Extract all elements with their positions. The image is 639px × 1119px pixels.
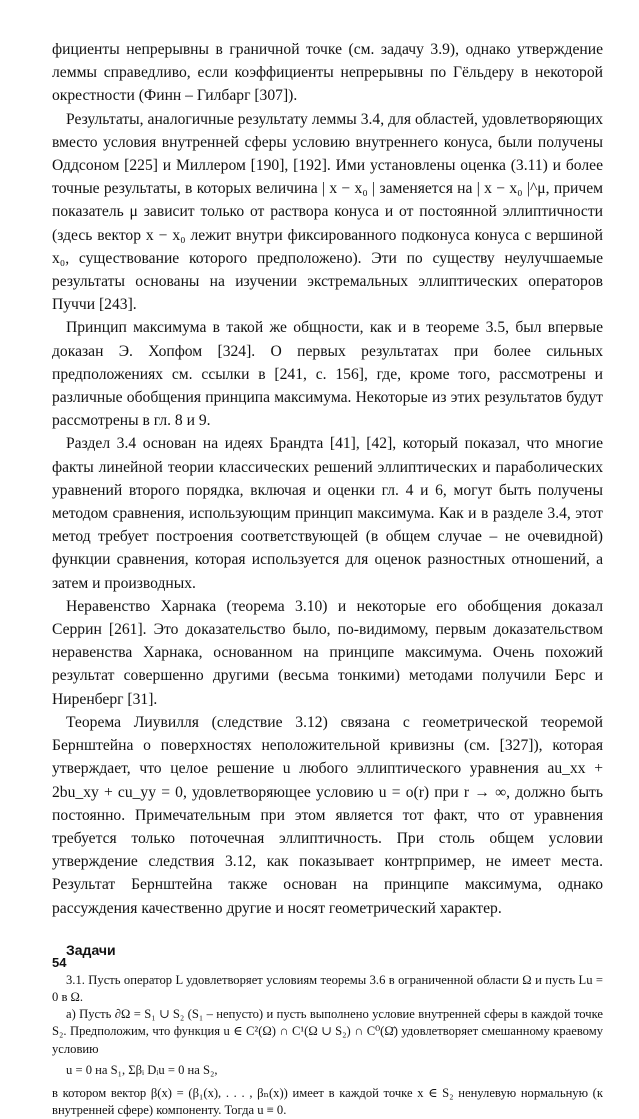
problem-statement: 3.1. Пусть оператор L удовлетворяет условиям теоремы 3.6 в ограниченной области Ω и пусть Lu = 0 в Ω. xyxy=(52,972,603,1004)
paragraph: Теорема Лиувилля (следствие 3.12) связана с геометрической теоремой Бернштейна о поверхностях неположительной кривизны (см. [327]), которая утверждает, что целое решение u любого эллиптического уравнения au_xx + 2bu_xy + cu_yy = 0, удовлетворяющее условию u = o(r) при r → ∞, должно быть постоянно. Примечательным при этом является тот факт, что от уравнения требуется только поточечная эллиптичность. При столь общем условии утверждение следствия 3.12, как показывает контрпример, не имеет места. Результат Бернштейна также основан на принципе максимума, однако рассуждения качественно другие и носят геометрический характер. xyxy=(52,713,603,917)
section-heading-problems: Задачи xyxy=(66,941,116,958)
problems-list xyxy=(52,972,603,1119)
paragraph: Раздел 3.4 основан на идеях Брандта [41], [42], который показал, что многие факты линейной теории классических решений эллиптических и параболических уравнений второго порядка, включая и оценки гл. 4 и 6, могут быть получены методом сравнения, использующим принцип максимума. Как и в разделе 3.4, этот метод требует построения соответствующей (в общем случае – не очевидной) функции сравнения, которая используется для оценок разностных отношений, а затем и производных. xyxy=(52,435,603,592)
paragraph: фициенты непрерывны в граничной точке (см. задачу 3.9), однако утверждение леммы справедливо, если коэффициенты непрерывны по Гёльдеру в некоторой окрестности (Финн – Гилбарг [307]). xyxy=(52,41,603,105)
paragraph: Принцип максимума в такой же общности, как и в теореме 3.5, был впервые доказан Э. Хопфом [324]. О первых результатах при более сильных предположениях см. ссылки в [241, с. 156], где, кроме того, рассмотрены и различные обобщения принципа максимума. Некоторые из этих результатов будут рассмотрены в гл. 8 и 9. xyxy=(52,319,603,430)
problem-conclusion: в котором вектор β(x) = (β₁(x), . . . , βₙ(x)) имеет в каждой точке x ∈ S₂ ненулевую нормальную (к внутренней сфере) компоненту. Тогда u ≡ 0. xyxy=(52,1085,603,1118)
paragraph: Неравенство Харнака (теорема 3.10) и некоторые его обобщения доказал Серрин [261]. Это доказательство было, по-видимому, первым доказательством неравенства Харнака, основанном на принципе максимума. Очень похожий результат совершенно другими (весьма тонкими) методами получили Берс и Ниренберг [31]. xyxy=(52,597,603,708)
problem-part-a: а) Пусть ∂Ω = S₁ ∪ S₂ (S₁ – непусто) и пусть выполнено условие внутренней сферы в каждой точке S₂. Предположим, что функция u ∈ C²(Ω) ∩ C¹(Ω ∪ S₂) ∩ C⁰(Ω̄) удовлетворяет смешанному краевому условию xyxy=(52,1007,603,1056)
notes-body xyxy=(52,38,603,920)
paragraph: Результаты, аналогичные результату леммы 3.4, для областей, удовлетворяющих вместо условия внутренней сферы условию внутреннего конуса, были получены Оддсоном [225] и Миллером [190], [192]. Ими установлены оценка (3.11) и более точные результаты, в которых величина | x − x₀ | заменяется на | x − x₀ |^μ, причем показатель μ зависит только от раствора конуса и от постоянной эллиптичности (здесь вектор x − x₀ лежит внутри фиксированного подконуса конуса с вершиной x₀, существование которого предположено). Эти по существу неулучшаемые результаты основаны на изучении экстремальных эллиптических операторов Пуччи [243]. xyxy=(52,110,603,314)
page-number: 54 xyxy=(52,955,67,970)
boundary-condition-formula: u = 0 на S₁, Σβᵢ Dᵢu = 0 на S₂, xyxy=(66,1062,218,1077)
